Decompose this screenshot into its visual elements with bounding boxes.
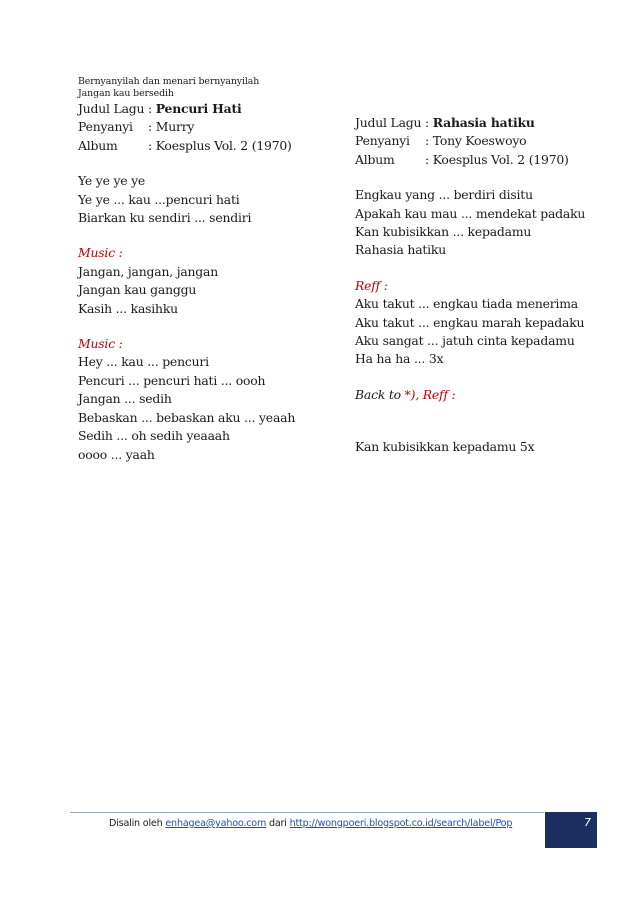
intro-line: Bernyanyilah dan menari bernyanyilah bbox=[78, 76, 260, 87]
outro-line: Kan kubisikkan kepadamu 5x bbox=[355, 439, 535, 455]
footer-middle: dari bbox=[266, 818, 290, 829]
back-to-ref: *) bbox=[404, 386, 416, 402]
song1-singer-label: Penyanyi bbox=[78, 119, 133, 135]
lyric-line: Kan kubisikkan ... kepadamu bbox=[355, 224, 532, 240]
lyric-line: Engkau yang ... berdiri disitu bbox=[355, 187, 533, 203]
song1-singer-row bbox=[78, 118, 333, 136]
song1-album-label: Album bbox=[78, 137, 118, 153]
song1-album-row bbox=[78, 137, 333, 155]
lyric-line: Aku sangat ... jatuh cinta kepadamu bbox=[355, 333, 575, 349]
intro-line: Jangan kau bersedih bbox=[78, 88, 174, 99]
song2-title-row bbox=[355, 114, 615, 132]
lyric-line: Ye ye ye ye bbox=[78, 173, 146, 189]
back-to-instruction bbox=[355, 386, 615, 404]
footer-email-link[interactable]: enhagea@yahoo.com bbox=[165, 818, 267, 829]
footer-divider bbox=[70, 812, 544, 813]
lyric-line: Jangan ... sedih bbox=[78, 391, 172, 407]
lyric-line: Aku takut ... engkau marah kepadaku bbox=[355, 314, 585, 330]
song2-singer: : Tony Koeswoyo bbox=[425, 133, 527, 149]
song2-title-label: Judul Lagu : bbox=[355, 115, 433, 130]
song1-title-row bbox=[78, 100, 333, 118]
music-label: Music : bbox=[78, 245, 123, 261]
song2-singer-label: Penyanyi bbox=[355, 133, 410, 149]
lyric-line: Hey ... kau ... pencuri bbox=[78, 354, 209, 370]
song2-title: Rahasia hatiku bbox=[432, 115, 535, 130]
song1-title-label: Judul Lagu : bbox=[78, 101, 156, 116]
song2-singer-row bbox=[355, 132, 615, 150]
page-number-box bbox=[545, 812, 597, 848]
footer-credit bbox=[109, 818, 512, 829]
lyric-line: Pencuri ... pencuri hati ... oooh bbox=[78, 372, 266, 388]
lyric-line: oooo ... yaah bbox=[78, 446, 155, 462]
lyric-line: Ha ha ha ... 3x bbox=[355, 351, 444, 367]
song1-singer: : Murry bbox=[148, 119, 195, 135]
lyric-line: Aku takut ... engkau tiada menerima bbox=[355, 296, 578, 312]
lyric-line: Sedih ... oh sedih yeaaah bbox=[78, 428, 230, 444]
reff-label: Reff : bbox=[355, 277, 388, 293]
song1-album: : Koesplus Vol. 2 (1970) bbox=[148, 137, 292, 153]
lyric-line: Kasih ... kasihku bbox=[78, 300, 178, 316]
back-to-text: Back to bbox=[355, 386, 405, 402]
music-label: Music : bbox=[78, 336, 123, 352]
song2-album-row bbox=[355, 151, 615, 169]
song2-album-label: Album bbox=[355, 151, 395, 167]
left-column bbox=[78, 76, 333, 464]
lyric-line: Apakah kau mau ... mendekat padaku bbox=[355, 205, 586, 221]
footer-url-link[interactable]: http://wongpoeri.blogspot.co.id/search/label/Pop bbox=[289, 818, 513, 829]
lyric-line: Rahasia hatiku bbox=[355, 242, 447, 258]
lyric-line: Biarkan ku sendiri ... sendiri bbox=[78, 210, 252, 226]
lyric-line: Ye ye ... kau ...pencuri hati bbox=[78, 191, 240, 207]
lyric-line: Jangan, jangan, jangan bbox=[78, 263, 219, 279]
lyric-line: Bebaskan ... bebaskan aku ... yeaah bbox=[78, 409, 296, 425]
footer-prefix: Disalin oleh bbox=[109, 818, 166, 829]
right-column bbox=[355, 114, 615, 457]
back-to-reff: , Reff : bbox=[415, 386, 456, 402]
song2-album: : Koesplus Vol. 2 (1970) bbox=[425, 151, 569, 167]
song1-title: Pencuri Hati bbox=[155, 101, 242, 116]
page-number: 7 bbox=[584, 816, 591, 829]
lyric-line: Jangan kau ganggu bbox=[78, 282, 197, 298]
